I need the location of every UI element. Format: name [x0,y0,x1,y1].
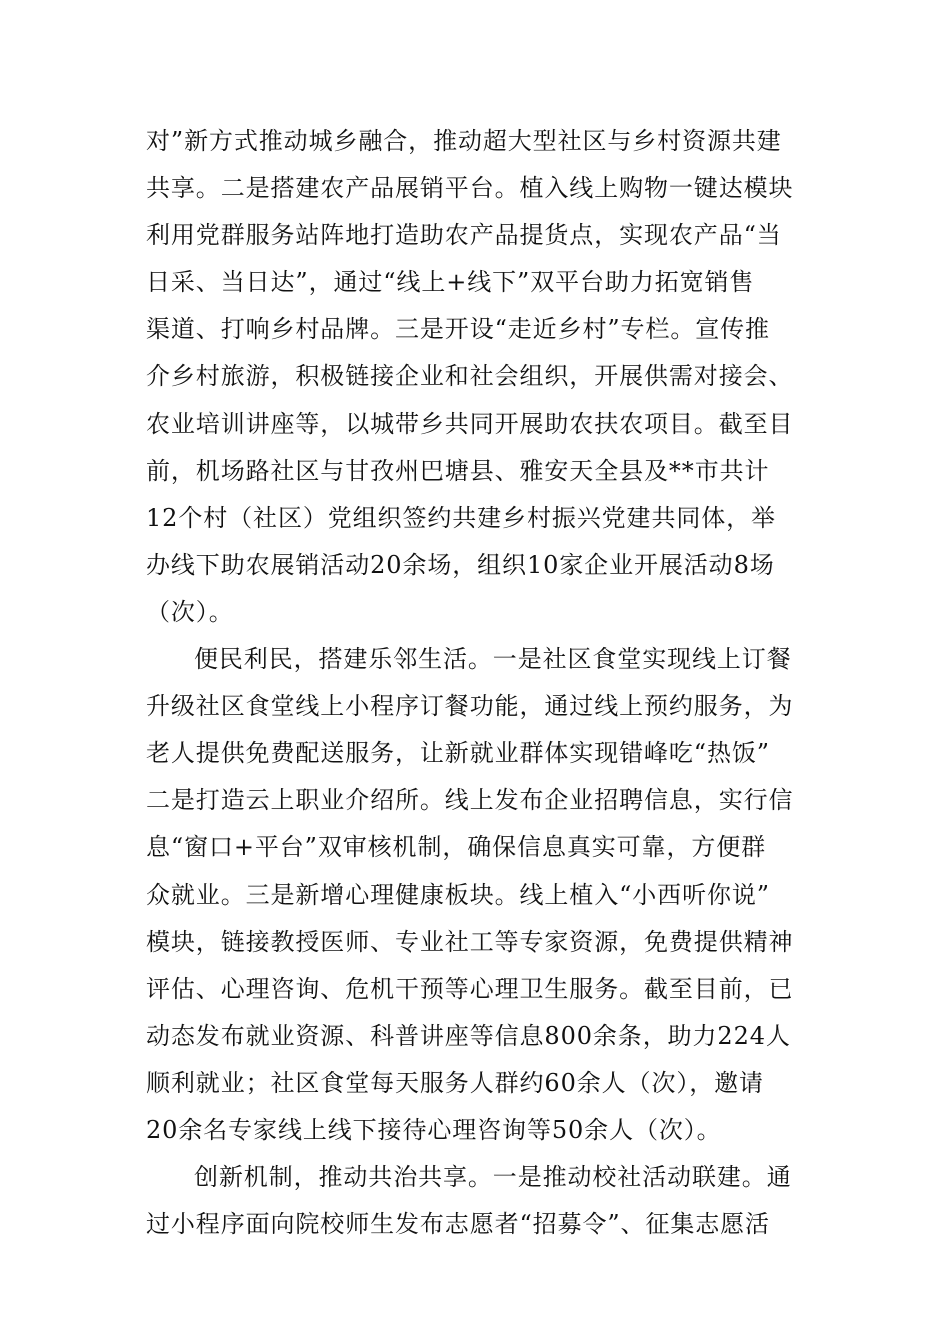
text-line: 顺利就业；社区食堂每天服务人群约60余人（次），邀请 [146,1068,764,1097]
text-line: 办线下助农展销活动20余场，组织10家企业开展活动8场 [146,550,775,579]
text-line: （次）。 [146,597,234,626]
text-line: 日采、当日达”，通过“线上+线下”双平台助力拓宽销售 [146,268,755,297]
text-line: 模块，链接教授医师、专业社工等专家资源，免费提供精神 [146,927,794,956]
text-line: 渠道、打响乡村品牌。三是开设“走近乡村”专栏。宣传推 [146,315,770,344]
text-line: 动态发布就业资源、科普讲座等信息800余条，助力224人 [146,1021,791,1050]
text-line: 息“窗口+平台”双审核机制，确保信息真实可靠，方便群 [146,833,767,862]
text-line: 过小程序面向院校师生发布志愿者“招募令”、征集志愿活 [146,1210,770,1239]
text-line: 众就业。三是新增心理健康板块。线上植入“小西听你说” [146,880,770,909]
paragraph-start-line: 便民利民，搭建乐邻生活。一是社区食堂实现线上订餐 [194,645,792,674]
text-line: 前，机场路社区与甘孜州巴塘县、雅安天全县及**市共计 [146,456,770,485]
text-line: 共享。二是搭建农产品展销平台。植入线上购物一键达模块 [146,174,794,203]
text-line: 农业培训讲座等，以城带乡共同开展助农扶农项目。截至目 [146,409,794,438]
text-line: 12个村（社区）党组织签约共建乡村振兴党建共同体，举 [146,503,776,532]
body-text [146,118,811,1248]
text-line: 对”新方式推动城乡融合，推动超大型社区与乡村资源共建 [146,127,782,155]
text-line: 介乡村旅游，积极链接企业和社会组织，开展供需对接会、 [146,362,794,391]
text-line: 20余名专家线上线下接待心理咨询等50余人（次）。 [146,1115,722,1144]
text-line: 利用党群服务站阵地打造助农产品提货点，实现农产品“当 [146,221,782,250]
text-line: 二是打造云上职业介绍所。线上发布企业招聘信息，实行信 [146,786,794,815]
paragraph-start-line: 创新机制，推动共治共享。一是推动校社活动联建。通 [194,1163,792,1192]
text-line: 升级社区食堂线上小程序订餐功能，通过线上预约服务，为 [146,692,794,721]
text-line: 老人提供免费配送服务，让新就业群体实现错峰吃“热饭” [146,739,770,768]
text-line: 评估、心理咨询、危机干预等心理卫生服务。截至目前，已 [146,974,794,1003]
